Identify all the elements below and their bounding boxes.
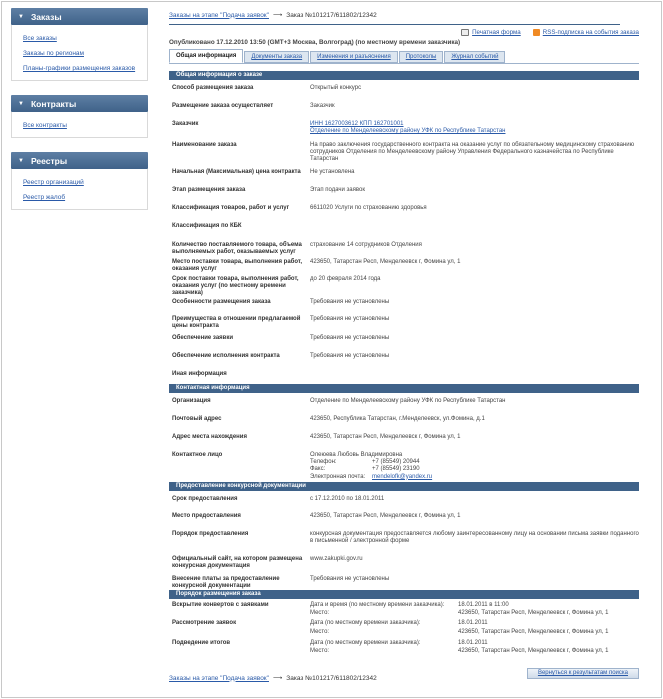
rss-icon	[533, 29, 540, 36]
field-value	[310, 434, 639, 447]
place-label: Место:	[310, 609, 330, 616]
field-value	[310, 223, 639, 237]
field-label: Преимущества в отношении предлагаемой цены контракта	[172, 316, 301, 330]
field-value	[310, 103, 639, 116]
field-label: Порядок предоставления	[172, 531, 249, 537]
field-value	[310, 371, 639, 381]
docs-row	[169, 571, 639, 588]
breadcrumb-current: Заказ №101217/611802/12342	[286, 674, 377, 682]
field-label: Размещение заказа осуществляет	[172, 103, 274, 109]
field-label: Срок поставки товара, выполнения работ, оказания услуг (по местному времени заказчика)	[172, 276, 299, 297]
sidebar-header-contracts[interactable]: ▼ Контракты	[11, 95, 148, 112]
date-value: 18.01.2011 в 11:00	[458, 602, 509, 608]
place-label: Место:	[310, 648, 330, 654]
field-value	[310, 187, 639, 200]
field-value-text: Требования не установлены	[310, 316, 390, 322]
field-value	[310, 169, 639, 182]
fax-value: +7 (85549) 23190	[372, 466, 420, 473]
field-label: Рассмотрение заявок	[172, 620, 237, 626]
print-link[interactable]: Печатная форма	[461, 29, 521, 36]
field-label: Классификация по КБК	[172, 223, 242, 229]
general-row	[169, 218, 639, 237]
back-to-results-button[interactable]: Вернуться к результатам поиска	[527, 668, 639, 679]
docs-row	[169, 551, 639, 571]
field-value	[310, 640, 639, 656]
general-row	[169, 348, 639, 366]
field-label: Подведение итогов	[172, 640, 231, 646]
place-value: 423650, Татарстан Респ, Менделеевск г, Фомина ул, 1	[458, 648, 609, 654]
sidebar-block-contracts	[11, 95, 148, 138]
phone-value: +7 (85549) 20944	[372, 459, 420, 466]
arrow-right-icon: ⟶	[272, 675, 283, 682]
field-value-text: Требования не установлены	[310, 353, 390, 359]
section-header-order: Порядок размещения заказа	[169, 590, 639, 599]
field-value	[310, 205, 639, 218]
field-value-text: 423650, Татарстан Респ, Менделеевск г, Фомина ул, 1	[310, 513, 461, 519]
customer-name-link[interactable]: Отделение по Менделеевскому району УФК по Республике Татарстан	[310, 128, 506, 135]
general-row	[169, 237, 639, 254]
order-row	[169, 599, 639, 617]
breadcrumb-link[interactable]: Заказы на этапе "Подача заявок"	[169, 11, 269, 19]
field-value-text: Требования не установлены	[310, 299, 390, 305]
main-header	[169, 8, 639, 64]
field-value	[310, 299, 639, 311]
field-label: Иная информация	[172, 371, 227, 377]
field-value	[310, 121, 639, 137]
sidebar-item-all-orders[interactable]: Все заказы	[23, 35, 57, 42]
field-value	[310, 398, 639, 411]
sidebar-block-registries	[11, 152, 148, 210]
general-row	[169, 137, 639, 164]
field-label: Место предоставления	[172, 513, 241, 519]
general-row	[169, 164, 639, 182]
general-row	[169, 254, 639, 271]
general-row	[169, 116, 639, 137]
sidebar-item-organization-registry[interactable]: Реестр организаций	[23, 179, 84, 186]
collapse-triangle-icon: ▼	[18, 157, 24, 164]
contact-details	[310, 459, 639, 481]
field-value-text: с 17.12.2010 по 18.01.2011	[310, 496, 385, 502]
general-row	[169, 80, 639, 98]
sidebar-item-plan-schedules[interactable]: Планы-графики размещения заказов	[23, 65, 136, 72]
field-label: Внесение платы за предоставление конкурсной документации	[172, 576, 280, 590]
field-value-text: Заказчик	[310, 103, 335, 109]
contact-row	[169, 429, 639, 447]
field-value-text: Этап подачи заявок	[310, 187, 365, 193]
tab-order-documents[interactable]: Документы заказа	[244, 51, 309, 63]
breadcrumb	[169, 8, 639, 22]
field-value-text: Открытый конкурс	[310, 85, 362, 91]
sidebar-item-all-contracts[interactable]: Все контракты	[23, 122, 67, 129]
field-label: Наименование заказа	[172, 142, 237, 148]
general-row	[169, 294, 639, 311]
field-label: Способ размещения заказа	[172, 85, 254, 91]
tab-underline	[169, 63, 639, 64]
contact-rows	[169, 393, 639, 447]
docs-rows	[169, 491, 639, 588]
field-value-text: На право заключения государственного контракта на оказание услуг по обязательному медицинскому страхованию сотрудников Отделения по Менделеевскому району Управления Федерального казначейства по Республике Татарстан	[310, 142, 635, 163]
place-value: 423650, Татарстан Респ, Менделеевск г, Фомина ул, 1	[458, 628, 609, 635]
general-row	[169, 182, 639, 200]
order-details	[169, 69, 639, 656]
field-value	[310, 316, 639, 330]
field-value	[310, 353, 639, 366]
field-value	[310, 556, 639, 571]
order-row	[169, 637, 639, 656]
toolbar	[169, 29, 639, 36]
field-value	[310, 531, 639, 551]
tab-changes[interactable]: Изменения и разъяснения	[310, 51, 398, 63]
contact-person-row	[169, 447, 639, 480]
general-row	[169, 311, 639, 330]
field-label: Срок предоставления	[172, 496, 238, 502]
field-value	[310, 620, 639, 637]
docs-row	[169, 491, 639, 508]
general-row	[169, 330, 639, 348]
tab-bar	[169, 49, 639, 63]
field-value-text: страхование 14 сотрудников Отделения	[310, 242, 422, 248]
field-value	[310, 513, 639, 526]
contact-row	[169, 393, 639, 411]
field-value-text: Не установлена	[310, 169, 355, 175]
field-value-text: Отделение по Менделеевскому району УФК по Республике Татарстан	[310, 398, 506, 404]
place-label: Место:	[310, 628, 330, 635]
field-label: Количество поставляемого товара, объема выполняемых работ, оказываемых услуг	[172, 242, 302, 256]
contact-person-name: Олеюева Любовь Владимировна	[310, 452, 403, 458]
field-value	[310, 416, 639, 429]
collapse-triangle-icon: ▼	[18, 13, 24, 20]
sidebar-item-complaint-registry[interactable]: Реестр жалоб	[23, 194, 66, 201]
date-label: Дата (по местному времени заказчика):	[310, 640, 421, 646]
field-value	[310, 142, 639, 164]
email-link[interactable]: mendelofk@yandex.ru	[372, 473, 433, 480]
field-value-text: Требования не установлены	[310, 335, 390, 341]
divider	[169, 24, 620, 25]
phone-label: Телефон:	[310, 459, 337, 466]
field-value-text: 6611020 Услуги по страхованию здоровья	[310, 205, 427, 211]
field-label: Почтовый адрес	[172, 416, 222, 422]
field-value	[310, 496, 639, 508]
field-label: Вскрытие конвертов с заявками	[172, 602, 269, 608]
section-header-contact: Контактная информация	[169, 384, 639, 393]
field-label: Начальная (Максимальная) цена контракта	[172, 169, 301, 175]
field-value	[310, 276, 639, 294]
sidebar	[11, 8, 148, 224]
fax-label: Факс:	[310, 466, 326, 473]
breadcrumb-link[interactable]: Заказы на этапе "Подача заявок"	[169, 674, 269, 682]
field-value	[310, 602, 639, 617]
field-value	[310, 335, 639, 348]
general-rows	[169, 80, 639, 381]
field-value	[310, 242, 639, 254]
date-value: 18.01.2011	[458, 640, 488, 646]
field-label: Организация	[172, 398, 211, 404]
customer-inn-link[interactable]: ИНН 1627003612 КПП 162701001	[310, 121, 404, 127]
rss-link[interactable]: RSS-подписка на события заказа	[533, 29, 639, 36]
field-value-text: www.zakupki.gov.ru	[310, 556, 363, 562]
field-value-text: Требования не установлены	[310, 576, 390, 582]
field-value	[310, 259, 639, 271]
sidebar-item-orders-by-region[interactable]: Заказы по регионам	[23, 50, 84, 57]
section-header-docs: Предоставление конкурсной документации	[169, 482, 639, 491]
field-value	[310, 452, 639, 480]
date-label: Дата и время (по местному времени заказчика):	[310, 602, 445, 608]
tab-general-info[interactable]: Общая информация	[169, 49, 243, 63]
general-row	[169, 271, 639, 297]
field-value-text: до 20 февраля 2014 года	[310, 276, 381, 282]
tab-event-log[interactable]: Журнал событий	[444, 51, 505, 63]
field-label: Этап размещения заказа	[172, 187, 246, 193]
field-value-text: 423650, Татарстан Респ, Менделеевск г, Фомина ул, 1	[310, 259, 461, 265]
field-value	[310, 576, 639, 588]
field-value-text: 423650, Республика Татарстан, г.Менделеевск, ул.Фомина, д.1	[310, 416, 485, 422]
field-value-text: конкурсная документация предоставляется любому заинтересованному лицу на основании письма заявки поданного в письменной / электронной форме	[310, 531, 639, 545]
email-label: Электронная почта:	[310, 473, 366, 480]
section-header-general: Общая информация о заказе	[169, 71, 639, 80]
field-label: Особенности размещения заказа	[172, 299, 271, 305]
order-row	[169, 617, 639, 637]
tab-protocols[interactable]: Протоколы	[399, 51, 444, 63]
collapse-triangle-icon: ▼	[18, 100, 24, 107]
docs-row	[169, 508, 639, 526]
arrow-right-icon: ⟶	[272, 12, 283, 19]
printer-icon	[461, 29, 469, 36]
place-value: 423650, Татарстан Респ, Менделеевск г, Фомина ул, 1	[458, 609, 609, 616]
field-label: Адрес места нахождения	[172, 434, 247, 440]
general-row	[169, 200, 639, 218]
field-label: Официальный сайт, на котором размещена конкурсная документация	[172, 556, 303, 570]
date-label: Дата (по местному времени заказчика):	[310, 620, 421, 626]
contact-row	[169, 411, 639, 429]
general-row	[169, 98, 639, 116]
published-date: Опубликовано 17.12.2010 13:50 (GMT+3 Москва, Волгоград) (по местному времени заказчика)	[169, 39, 461, 46]
general-row	[169, 366, 639, 381]
sidebar-header-registries[interactable]: ▼ Реестры	[11, 152, 148, 169]
order-rows	[169, 599, 639, 656]
field-label: Заказчик	[172, 121, 199, 127]
field-label: Контактное лицо	[172, 452, 223, 458]
field-label: Обеспечение исполнения контракта	[172, 353, 280, 359]
field-label: Место поставки товара, выполнения работ, оказания услуг	[172, 259, 303, 273]
field-value	[310, 85, 639, 98]
footer	[169, 671, 639, 685]
sidebar-header-orders[interactable]: ▼ Заказы	[11, 8, 148, 25]
breadcrumb-current: Заказ №101217/611802/12342	[286, 11, 377, 19]
docs-row	[169, 526, 639, 551]
field-label: Обеспечение заявки	[172, 335, 234, 341]
sidebar-block-orders	[11, 8, 148, 81]
date-value: 18.01.2011	[458, 620, 488, 626]
field-label: Классификация товаров, работ и услуг	[172, 205, 290, 211]
field-value-text: 423650, Татарстан Респ, Менделеевск г, Фомина ул, 1	[310, 434, 461, 440]
